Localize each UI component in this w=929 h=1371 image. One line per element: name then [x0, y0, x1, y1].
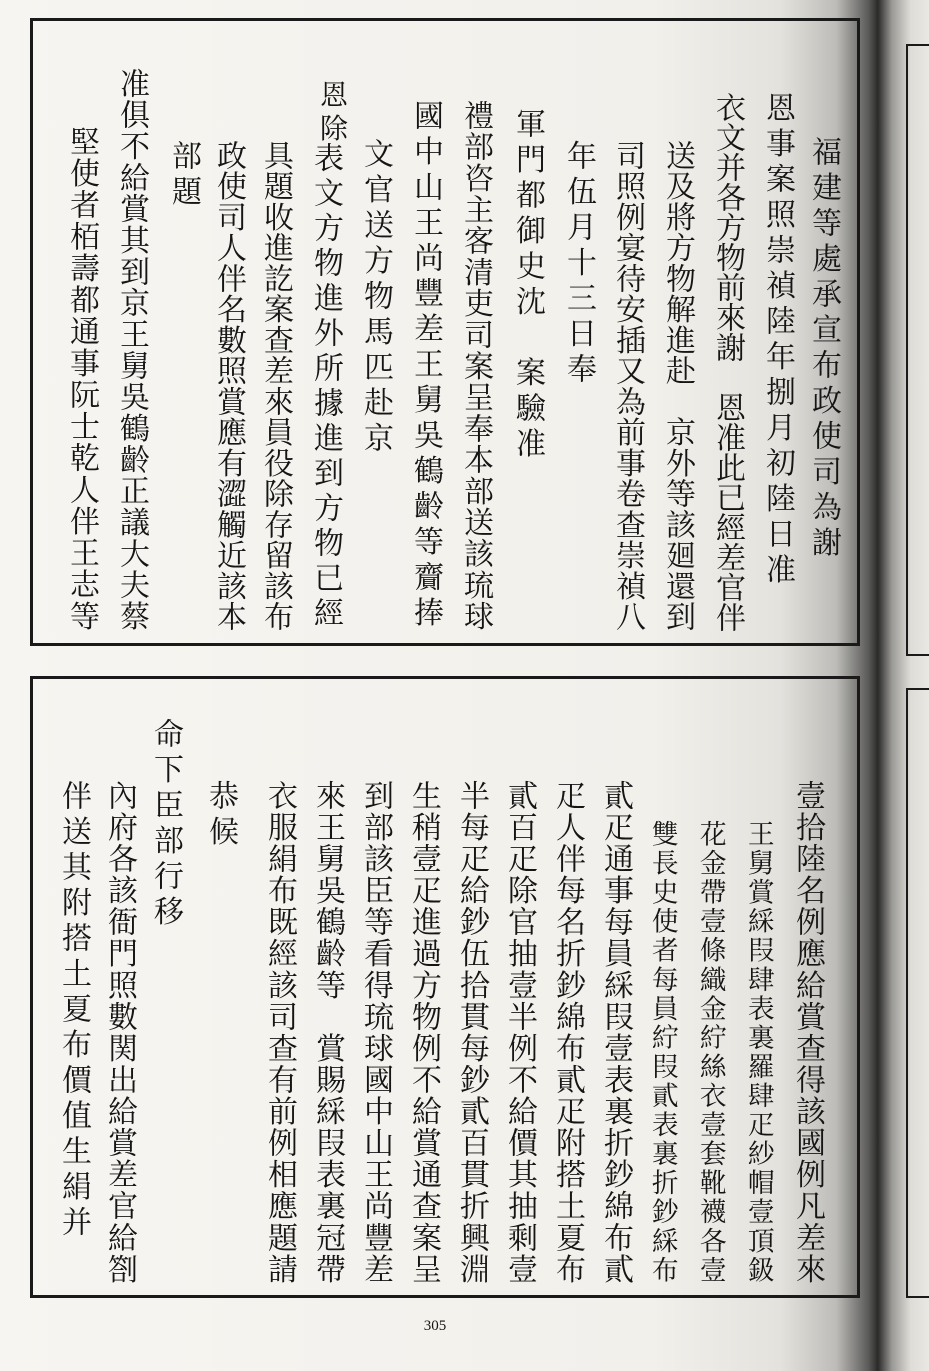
text-column: 生稍壹疋進過方物例不給賞通查案呈: [406, 780, 441, 1285]
text-column: 貳疋通事每員綵叚壹表裏折鈔綿布貳: [598, 780, 633, 1285]
text-column: 恭候: [203, 780, 238, 851]
text-column: 恩除: [316, 80, 349, 147]
text-column: 文官送方物馬匹赴京: [358, 138, 393, 458]
text-column: 政使司人伴名數照賞應有澀觸近該本: [211, 140, 246, 632]
text-column: 軍門都御史沈 案驗准: [510, 108, 545, 463]
text-column: 雙長史使者每員紵叚貳表裏折鈔綵布: [646, 820, 678, 1285]
text-column: 部題: [166, 140, 201, 211]
text-column: 王舅賞綵叚肆表裏羅肆疋紗帽壹頂鈒: [742, 820, 774, 1285]
text-column: 半每疋給鈔伍拾貫每鈔貳百貫折興淵: [454, 780, 489, 1285]
text-column: 禮部咨主客清吏司案呈奉本部送該琉球: [458, 100, 493, 632]
text-column: 壹拾陸名例應給賞查得該國例凡差來: [790, 780, 825, 1285]
text-column: 貳百疋除官抽壹半例不給價其抽剩壹: [502, 780, 537, 1285]
text-column: 來王舅吳鶴齡等 賞賜綵叚表裏冠帶: [310, 780, 345, 1285]
text-column: 具題收進訖案查差來員役除存留該布: [258, 140, 293, 632]
text-column: 送及將方物解進赴 京外等該廻還到: [660, 140, 695, 632]
text-column: 到部該臣等看得琉球國中山王尚豐差: [358, 780, 393, 1285]
text-column: 准俱不給賞其到京王舅吳鶴齡正議大夫蔡: [114, 68, 149, 632]
text-column: 恩事案照崇禎陸年捌月初陸日准: [760, 92, 795, 589]
text-column: 福建等處承宣布政使司為謝: [806, 136, 841, 562]
text-column: 年伍月十三日奉: [561, 140, 596, 389]
text-column: 司照例宴待安插又為前事卷查崇禎八: [610, 140, 645, 632]
text-column: 花金帶壹條織金紵絲衣壹套靴襪各壹: [694, 820, 726, 1285]
facing-page-frame-bottom: [906, 688, 929, 1298]
text-column: 伴送其附搭土夏布價值生絹并: [56, 780, 91, 1242]
text-column: 表文方物進外所據進到方物已經: [308, 142, 343, 632]
text-column: 疋人伴每名折鈔綿布貳疋附搭土夏布: [550, 780, 585, 1285]
text-column: 衣服絹布既經該司查有前例相應題請: [262, 780, 297, 1285]
text-column: 國中山王尚豐差王舅吳鶴齡等齎捧: [408, 100, 443, 632]
text-column: 命下臣部行移: [148, 718, 183, 931]
page-number: 305: [423, 1318, 447, 1334]
text-column: 內府各該衙門照數関出給賞差官給劄: [102, 780, 137, 1285]
text-column: 堅使者栢壽都通事阮士乾人伴王志等: [64, 126, 99, 632]
text-column: 衣文并各方物前來謝 恩准此已經差官伴: [710, 92, 745, 632]
facing-page-frame-top: [906, 44, 929, 656]
